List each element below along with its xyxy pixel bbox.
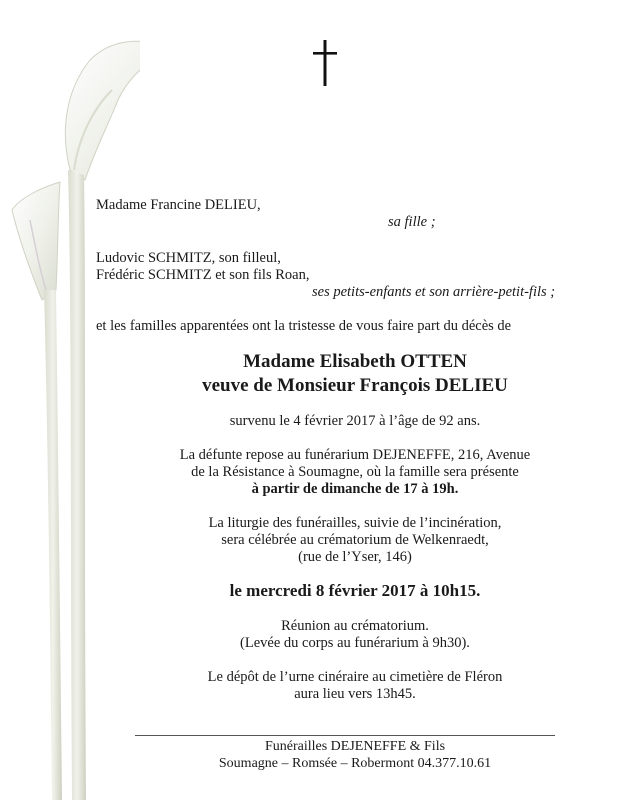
viewing-line-1: La défunte repose au funérarium DEJENEFFE, 216, Avenue <box>179 447 531 463</box>
death-info: survenu le 4 février 2017 à l’âge de 92 ans. <box>229 413 481 429</box>
viewing-hours: à partir de dimanche de 17 à 19h. <box>251 481 459 497</box>
funeral-home-contact: Soumagne – Romsée – Robermont 04.377.10.61 <box>218 756 492 771</box>
meeting-place: Réunion au crématorium. <box>281 618 429 634</box>
deceased-name: Madame Elisabeth OTTEN <box>243 351 467 372</box>
latin-cross-icon <box>312 40 338 86</box>
daughter-role: sa fille ; <box>388 214 436 230</box>
grandchild-1: Ludovic SCHMITZ, son filleul, <box>96 250 281 266</box>
ceremony-datetime: le mercredi 8 février 2017 à 10h15. <box>229 581 481 600</box>
urn-line-2: aura lieu vers 13h45. <box>294 686 416 702</box>
grandchildren-role: ses petits-enfants et son arrière-petit-fils ; <box>312 284 556 300</box>
ceremony-line-2: sera célébrée au crématorium de Welkenraedt, <box>221 532 489 548</box>
ceremony-line-1: La liturgie des funérailles, suivie de l’incinération, <box>208 515 502 531</box>
departure-time: (Levée du corps au funérarium à 9h30). <box>240 635 470 651</box>
announcement: et les familles apparentées ont la tristesse de vous faire part du décès de <box>96 318 512 334</box>
grandchild-2: Frédéric SCHMITZ et son fils Roan, <box>96 267 310 283</box>
funeral-home-name: Funérailles DEJENEFFE & Fils <box>264 739 446 754</box>
viewing-line-2: de la Résistance à Soumagne, où la famille sera présente <box>191 464 519 480</box>
urn-line-1: Le dépôt de l’urne cinéraire au cimetière de Fléron <box>207 669 503 685</box>
ceremony-line-3: (rue de l’Yser, 146) <box>298 549 412 565</box>
widow-of: veuve de Monsieur François DELIEU <box>202 375 508 396</box>
calla-lily-icon <box>0 20 140 800</box>
daughter-name: Madame Francine DELIEU, <box>96 197 261 213</box>
footer-divider <box>135 735 555 736</box>
